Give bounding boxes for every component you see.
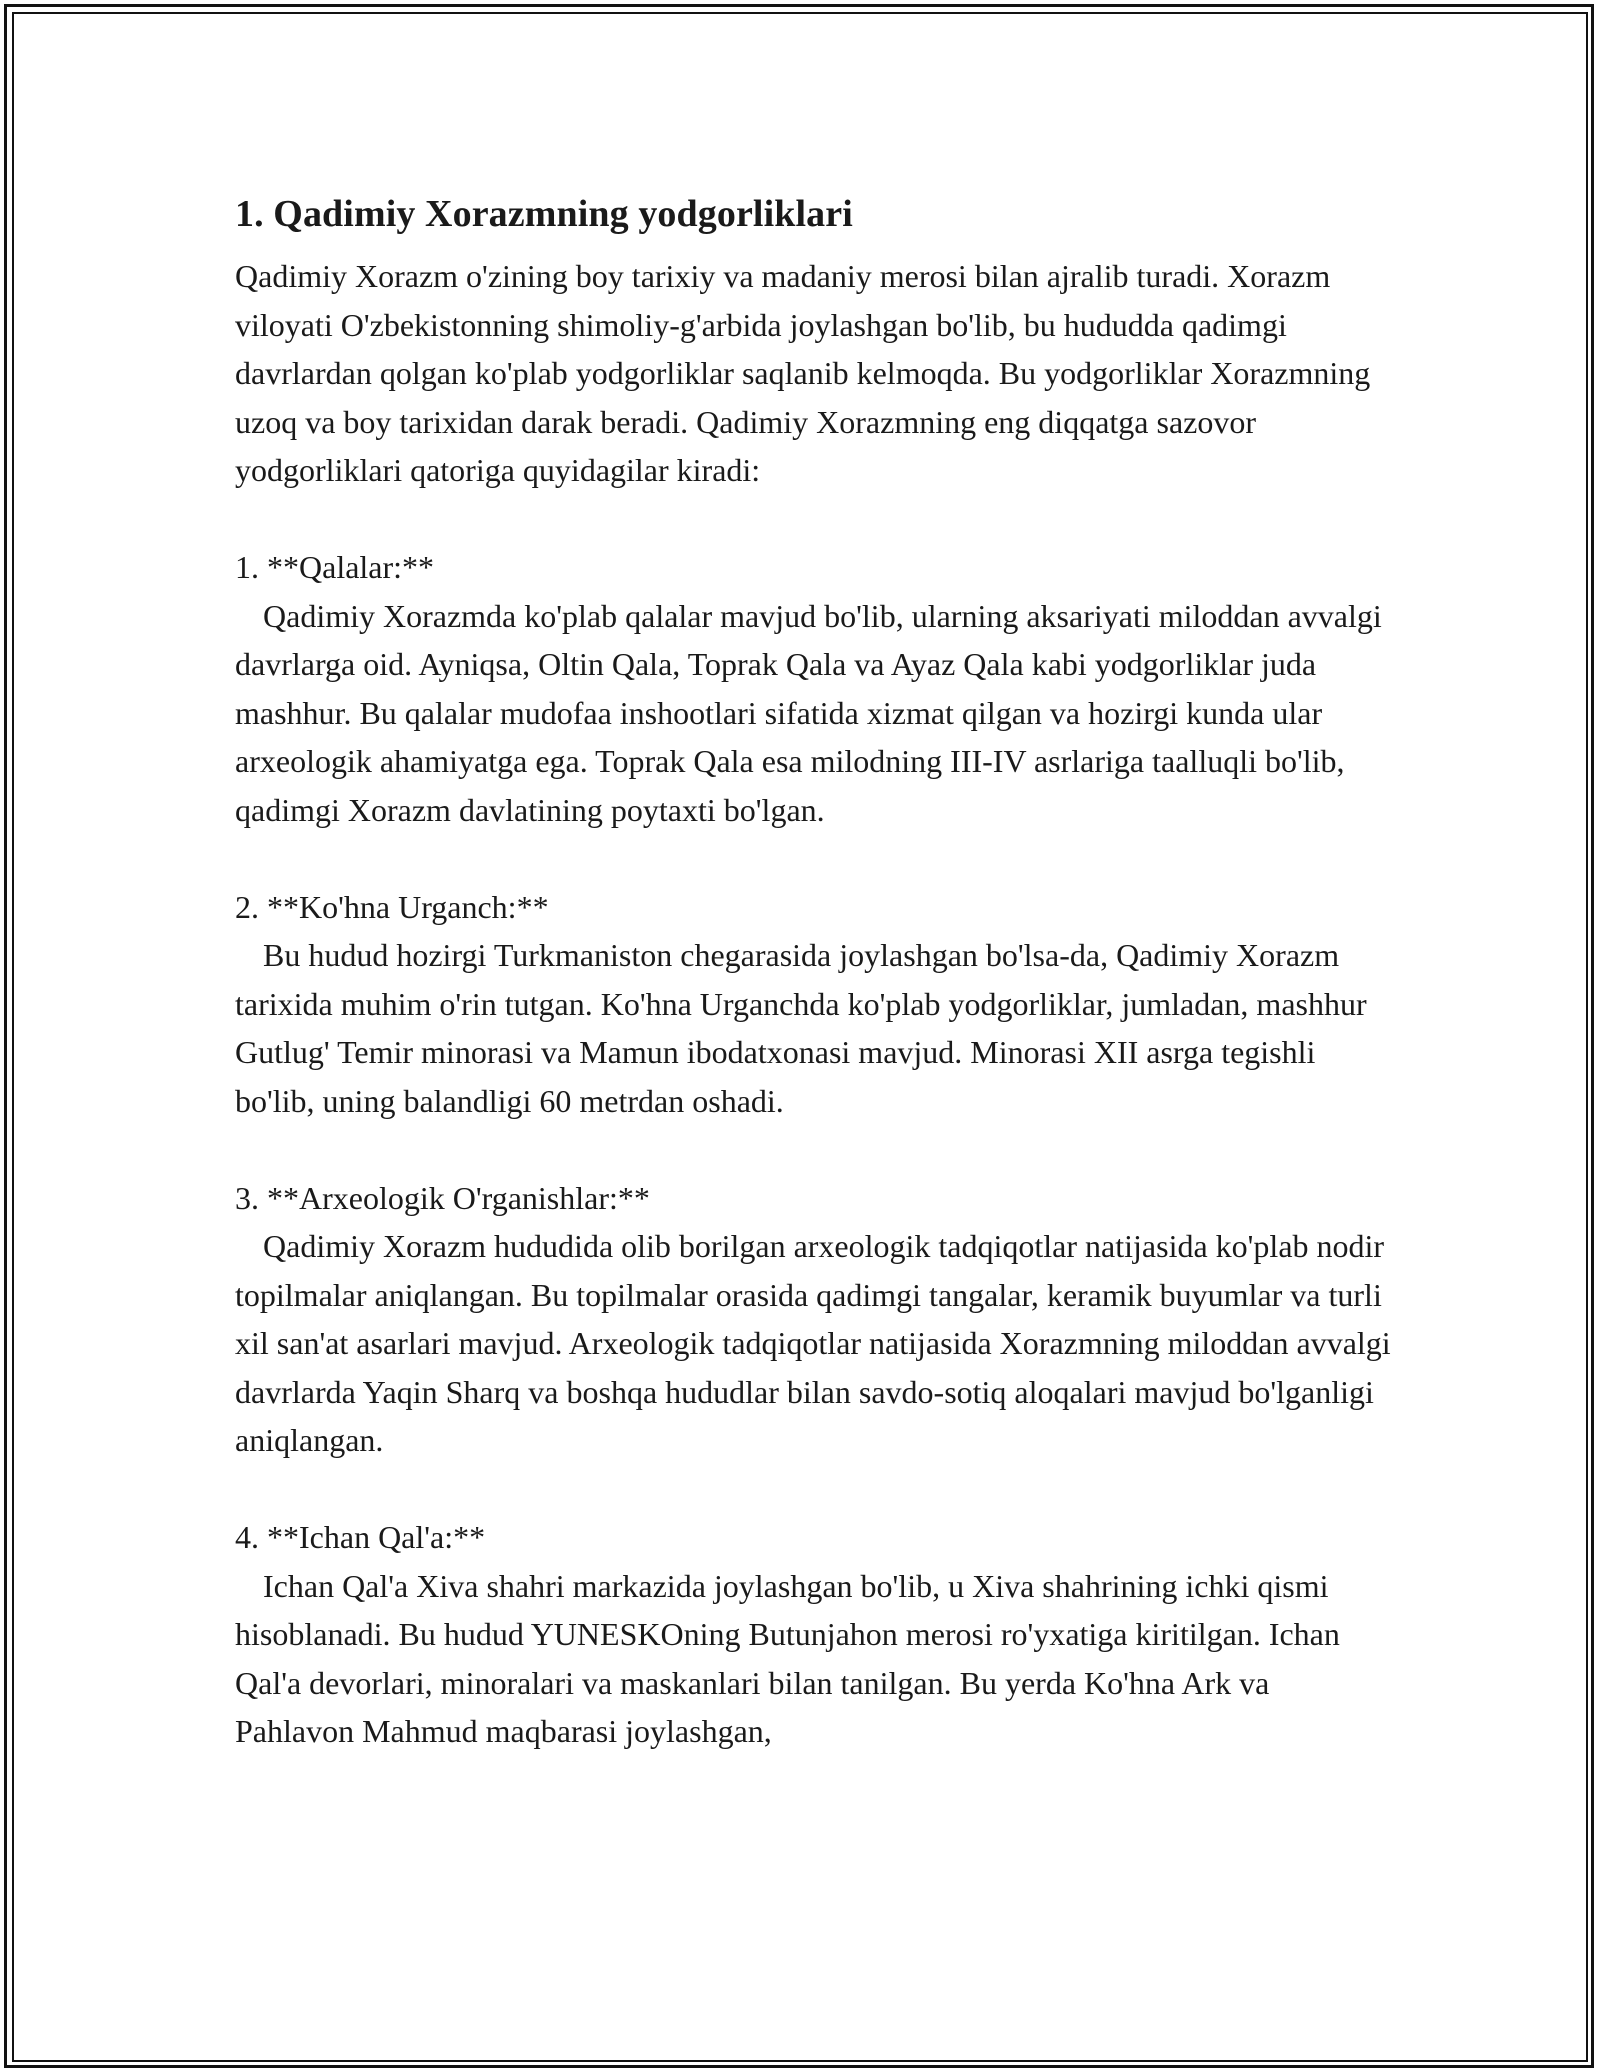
section-ichan-qala [235, 1513, 1395, 1756]
section-paragraph: Qadimiy Xorazmda ko'plab qalalar mavjud bo'lib, ularning aksariyati miloddan avvalgi davrlarga oid. Ayniqsa, Oltin Qala, Toprak Qala va Ayaz Qala kabi yodgorliklar juda mashhur. Bu qalalar mudofaa inshootlari sifatida xizmat qilgan va hozirgi kunda ular arxeologik ahamiyatga ega. Toprak Qala esa milodning III-IV asrlariga taalluqli bo'lib, qadimgi Xorazm davlatining poytaxti bo'lgan. [235, 597, 1382, 828]
section-arxeologik-organishlar [235, 1174, 1395, 1465]
section-heading: 2. **Ko'hna Urganch:** [235, 888, 549, 925]
section-heading: 3. **Arxeologik O'rganishlar:** [235, 1179, 650, 1216]
section-qalalar [235, 543, 1395, 834]
section-paragraph: Qadimiy Xorazm hududida olib borilgan arxeologik tadqiqotlar natijasida ko'plab nodir topilmalar aniqlangan. Bu topilmalar orasida qadimgi tangalar, keramik buyumlar va turli xil san'at asarlari mavjud. Arxeologik tadqiqotlar natijasida Xorazmning miloddan avvalgi davrlarda Yaqin Sharq va boshqa hududlar bilan savdo-sotiq aloqalari mavjud bo'lganligi aniqlangan. [235, 1228, 1391, 1458]
section-heading: 1. **Qalalar:** [235, 549, 435, 585]
document-title: 1. Qadimiy Xorazmning yodgorliklari [235, 193, 853, 235]
document-body [235, 188, 1395, 1756]
section-heading: 4. **Ichan Qal'a:** [235, 1519, 486, 1555]
intro-paragraph: Qadimiy Xorazm o'zining boy tarixiy va madaniy merosi bilan ajralib turadi. Xorazm viloyati O'zbekistonning shimoliy-g'arbida joylashgan bo'lib, bu hududda qadimgi davrlardan qolgan ko'plab yodgorliklar saqlanib kelmoqda. Bu yodgorliklar Xorazmning uzoq va boy tarixidan darak beradi. Qadimiy Xorazmning eng diqqatga sazovor yodgorliklari qatoriga quyidagilar kiradi: [235, 258, 1371, 488]
section-paragraph: Ichan Qal'a Xiva shahri markazida joylashgan bo'lib, u Xiva shahrining ichki qismi hisoblanadi. Bu hudud YUNESKOning Butunjahon merosi ro'yxatiga kiritilgan. Ichan Qal'a devorlari, minoralari va maskanlari bilan tanilgan. Bu yerda Ko'hna Ark va Pahlavon Mahmud maqbarasi joylashgan, [235, 1567, 1340, 1749]
section-kohna-urganch [235, 883, 1395, 1126]
section-paragraph: Bu hudud hozirgi Turkmaniston chegarasida joylashgan bo'lsa-da, Qadimiy Xorazm tarixida muhim o'rin tutgan. Ko'hna Urganchda ko'plab yodgorliklar, jumladan, mashhur Gutlug' Temir minorasi va Mamun ibodatxonasi mavjud. Minorasi XII asrga tegishli bo'lib, uning balandligi 60 metrdan oshadi. [235, 937, 1367, 1119]
